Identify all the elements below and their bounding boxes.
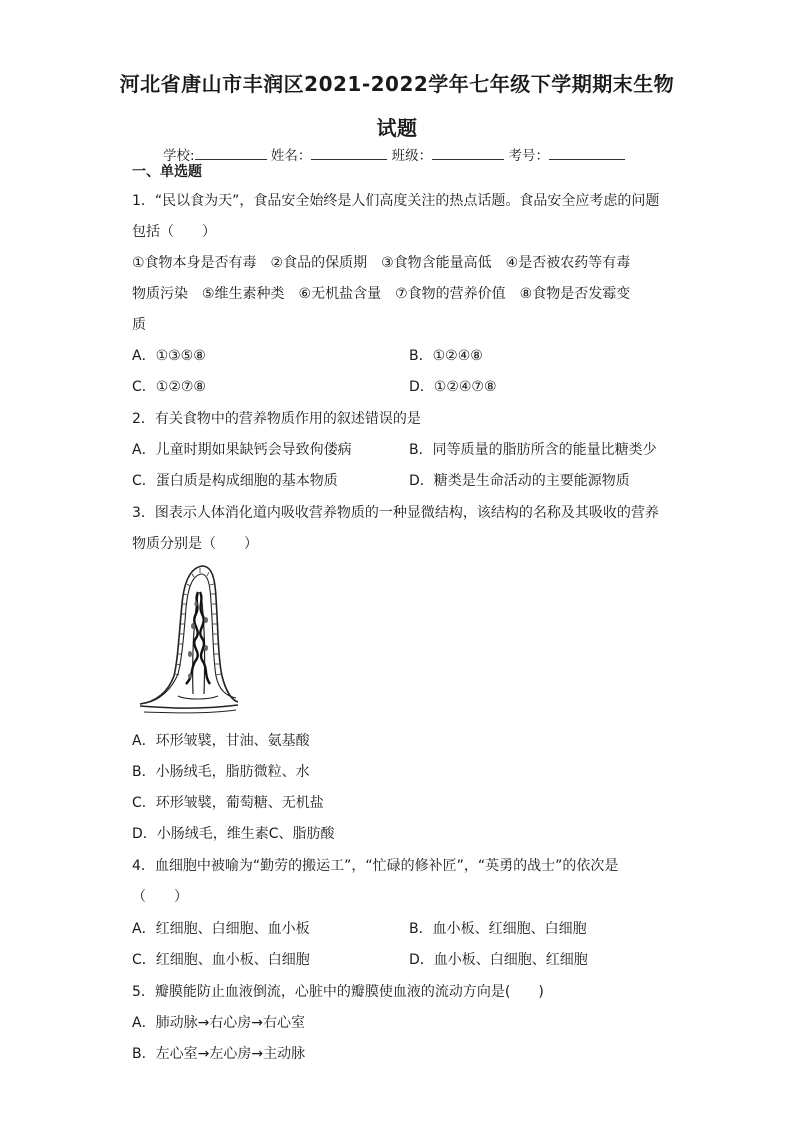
q3-option-a: A．环形皱襞，甘油、氨基酸 xyxy=(132,733,310,749)
q4-option-c: C．红细胞、血小板、白细胞 xyxy=(132,952,310,968)
name-blank xyxy=(311,146,387,160)
q1-option-c: C．①②⑦⑧ xyxy=(132,379,206,395)
page-title-line2: 试题 xyxy=(376,116,418,140)
exam-no-label: 考号： xyxy=(508,148,549,164)
q1-option-a: A．①③⑤⑧ xyxy=(132,348,206,364)
q4-stem-line2: （ ） xyxy=(132,889,188,905)
q3-option-d: D．小肠绒毛，维生素C、脂肪酸 xyxy=(132,826,335,842)
class-label: 班级： xyxy=(391,148,433,164)
name-label: 姓名： xyxy=(270,148,312,164)
q3-stem-line2: 物质分别是（ ） xyxy=(132,536,258,552)
class-blank xyxy=(432,146,504,160)
q1-option-d: D．①②④⑦⑧ xyxy=(409,379,497,395)
school-blank xyxy=(195,146,267,160)
q1-stem-line1: 1．“民以食为天”，食品安全始终是人们高度关注的热点话题。食品安全应考虑的问题 xyxy=(132,193,660,209)
q3-stem-line1: 3．图表示人体消化道内吸收营养物质的一种显微结构，该结构的名称及其吸收的营养 xyxy=(132,505,659,521)
intestinal-villus-figure xyxy=(138,564,238,714)
q5-stem: 5．瓣膜能防止血液倒流，心脏中的瓣膜使血液的流动方向是( ) xyxy=(132,984,544,1000)
student-info-row xyxy=(163,144,625,164)
q1-items-line3: 质 xyxy=(132,317,146,333)
q4-option-b: B．血小板、红细胞、白细胞 xyxy=(409,921,587,937)
q2-option-b: B．同等质量的脂肪所含的能量比糖类少 xyxy=(409,442,657,458)
q1-option-b: B．①②④⑧ xyxy=(409,348,483,364)
q3-option-b: B．小肠绒毛，脂肪微粒、水 xyxy=(132,764,310,780)
q4-option-d: D．血小板、白细胞、红细胞 xyxy=(409,952,588,968)
q1-items-line2: 物质污染 ⑤维生素种类 ⑥无机盐含量 ⑦食物的营养价值 ⑧食物是否发霉变 xyxy=(132,286,631,302)
q2-option-c: C．蛋白质是构成细胞的基本物质 xyxy=(132,473,338,489)
q5-option-b: B．左心室→左心房→主动脉 xyxy=(132,1046,306,1062)
q1-stem-line2: 包括（ ） xyxy=(132,224,216,240)
page-title: 河北省唐山市丰润区2021-2022学年七年级下学期期末生物 xyxy=(119,72,675,96)
q4-stem-line1: 4．血细胞中被喻为“勤劳的搬运工”，“忙碌的修补匠”，“英勇的战士”的依次是 xyxy=(132,858,619,874)
school-label: 学校: xyxy=(163,148,195,164)
q2-option-a: A．儿童时期如果缺钙会导致佝偻病 xyxy=(132,442,352,458)
section-heading: 一、单选题 xyxy=(132,164,202,180)
q2-option-d: D．糖类是生命活动的主要能源物质 xyxy=(409,473,630,489)
q3-option-c: C．环形皱襞，葡萄糖、无机盐 xyxy=(132,795,324,811)
q1-items-line1: ①食物本身是否有毒 ②食品的保质期 ③食物含能量高低 ④是否被农药等有毒 xyxy=(132,255,631,271)
q5-option-a: A．肺动脉→右心房→右心室 xyxy=(132,1015,306,1031)
q2-stem: 2．有关食物中的营养物质作用的叙述错误的是 xyxy=(132,411,421,427)
exam-no-blank xyxy=(549,146,625,160)
q4-option-a: A．红细胞、白细胞、血小板 xyxy=(132,921,310,937)
